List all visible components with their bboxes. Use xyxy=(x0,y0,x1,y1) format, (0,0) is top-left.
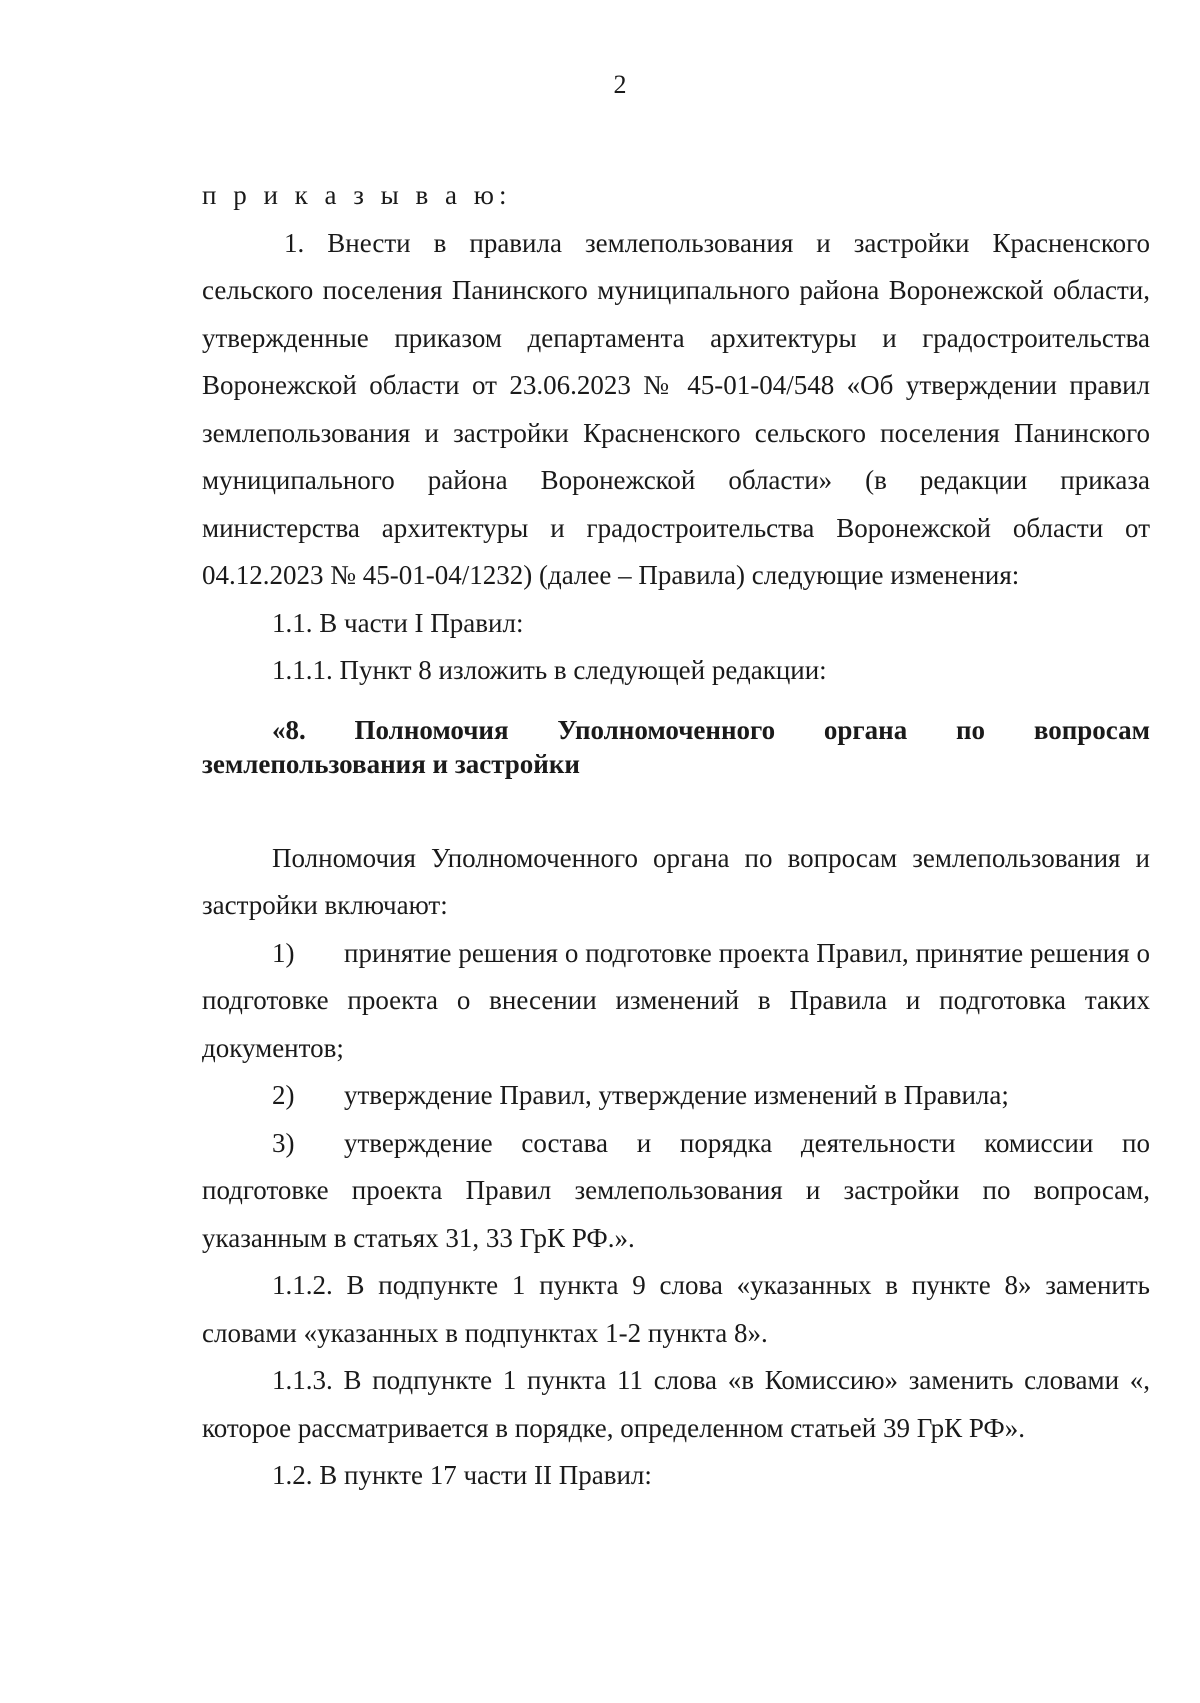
paragraph-1-1-3: 1.1.3. В подпункте 1 пункта 11 слова «в Комиссию» заменить словами «, которое рассматривается в порядке, определенном статьей 39 ГрК РФ». xyxy=(202,1365,1150,1443)
paragraph-1-1-1: 1.1.1. Пункт 8 изложить в следующей редакции: xyxy=(272,655,827,685)
document-body xyxy=(202,172,1150,1500)
list-number: 3) xyxy=(272,1127,295,1158)
list-item xyxy=(202,1072,1150,1120)
paragraph-1-1: 1.1. В части I Правил: xyxy=(272,607,524,638)
intro-paragraph: Полномочия Уполномоченного органа по вопросам землепользования и застройки включают: xyxy=(202,842,1150,920)
order-word: п р и к а з ы в а ю: xyxy=(202,180,512,210)
paragraph-1: 1. Внести в правила землепользования и застройки Красненского сельского поселения Панинского муниципального района Воронежской области, утвержденные приказом департамента архитектуры и градостроительства Воронежской области от 23.06.2023 № 45-01-04/548 «Об утверждении правил землепользования и застройки Красненского сельского поселения Панинского муниципального района Воронежской области» (в редакции приказа министерства архитектуры и градостроительства Воронежской области от 04.12.2023 № 45-01-04/1232) (далее – Правила) следующие изменения: xyxy=(202,227,1150,590)
list-item xyxy=(202,1120,1150,1263)
paragraph-1-1-2: 1.1.2. В подпункте 1 пункта 9 слова «указанных в пункте 8» заменить словами «указанных в подпунктах 1-2 пункта 8». xyxy=(202,1270,1150,1348)
list-text: утверждение состава и порядка деятельности комиссии по подготовке проекта Правил землепользования и застройки по вопросам, указанным в статьях 31, 33 ГрК РФ.». xyxy=(202,1127,1150,1253)
list-item xyxy=(202,930,1150,1073)
list-text: принятие решения о подготовке проекта Правил, принятие решения о подготовке проекта о внесении изменений в Правила и подготовка таких документов; xyxy=(202,937,1150,1063)
paragraph-1-2: 1.2. В пункте 17 части II Правил: xyxy=(272,1460,652,1490)
page-number: 2 xyxy=(613,70,627,99)
list-text: утверждение Правил, утверждение изменений в Правила; xyxy=(344,1080,1009,1110)
list-number: 2) xyxy=(272,1080,295,1110)
list-number: 1) xyxy=(272,937,295,968)
section-heading: «8. Полномочия Уполномоченного органа по вопросам землепользования и застройки xyxy=(202,714,1150,779)
